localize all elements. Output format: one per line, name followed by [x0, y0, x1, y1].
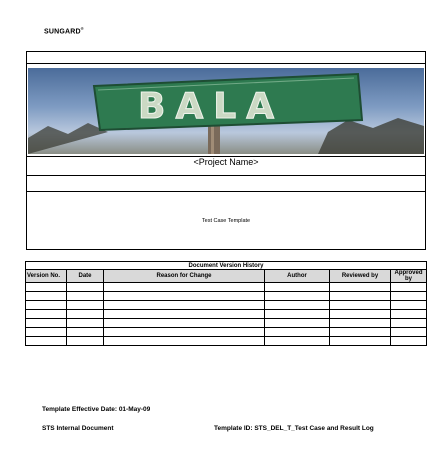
- table-cell[interactable]: [265, 283, 330, 292]
- table-cell[interactable]: [265, 328, 330, 337]
- table-cell[interactable]: [391, 292, 427, 301]
- table-cell[interactable]: [265, 292, 330, 301]
- cover-image: [28, 68, 424, 154]
- table-row: [26, 328, 427, 337]
- logo-mark: ®: [80, 26, 84, 31]
- table-cell[interactable]: [26, 283, 67, 292]
- table-cell[interactable]: [67, 292, 104, 301]
- document-classification: STS Internal Document: [42, 425, 114, 432]
- table-cell[interactable]: [104, 328, 265, 337]
- table-cell[interactable]: [67, 328, 104, 337]
- column-header: Approved by: [391, 270, 427, 283]
- table-cell[interactable]: [391, 337, 427, 346]
- table-cell[interactable]: [26, 310, 67, 319]
- table-row: [26, 292, 427, 301]
- table-cell[interactable]: [104, 283, 265, 292]
- column-header: Author: [265, 270, 330, 283]
- table-row: [26, 283, 427, 292]
- table-cell[interactable]: [265, 310, 330, 319]
- column-header: Version No.: [26, 270, 67, 283]
- table-row: [26, 301, 427, 310]
- table-cell[interactable]: [67, 337, 104, 346]
- table-cell[interactable]: [330, 310, 391, 319]
- table-cell[interactable]: [265, 319, 330, 328]
- table-cell[interactable]: [104, 319, 265, 328]
- table-cell[interactable]: [104, 337, 265, 346]
- table-cell[interactable]: [265, 301, 330, 310]
- table-cell[interactable]: [330, 319, 391, 328]
- column-header: Date: [67, 270, 104, 283]
- template-id: Template ID: STS_DEL_T_Test Case and Result Log: [214, 425, 374, 432]
- table-cell[interactable]: [330, 337, 391, 346]
- table-row: [26, 337, 427, 346]
- table-cell[interactable]: [391, 319, 427, 328]
- table-cell[interactable]: [104, 301, 265, 310]
- table-cell[interactable]: [391, 310, 427, 319]
- table-cell[interactable]: [67, 283, 104, 292]
- company-logo: [44, 26, 84, 35]
- frame-divider: [27, 191, 425, 192]
- frame-divider: [27, 63, 425, 64]
- table-cell[interactable]: [330, 283, 391, 292]
- table-cell[interactable]: [104, 292, 265, 301]
- table-row: [26, 319, 427, 328]
- table-cell[interactable]: [26, 337, 67, 346]
- frame-divider: [27, 175, 425, 176]
- table-cell[interactable]: [67, 301, 104, 310]
- street-sign-illustration: [28, 68, 424, 154]
- column-header: Reason for Change: [104, 270, 265, 283]
- table-cell[interactable]: [391, 283, 427, 292]
- table-cell[interactable]: [67, 310, 104, 319]
- table-cell[interactable]: [26, 301, 67, 310]
- table-cell[interactable]: [26, 319, 67, 328]
- table-cell[interactable]: [391, 301, 427, 310]
- table-cell[interactable]: [67, 319, 104, 328]
- version-history-table: [25, 261, 427, 346]
- table-row: [26, 310, 427, 319]
- table-cell[interactable]: [26, 328, 67, 337]
- table-cell[interactable]: [330, 301, 391, 310]
- table-cell[interactable]: [391, 328, 427, 337]
- column-header: Reviewed by: [330, 270, 391, 283]
- table-cell[interactable]: [104, 310, 265, 319]
- table-cell[interactable]: [330, 328, 391, 337]
- project-name: <Project Name>: [193, 157, 259, 167]
- template-effective-date: Template Effective Date: 01-May-09: [42, 406, 151, 413]
- logo-text: SUNGARD: [44, 28, 81, 36]
- version-history-body: [26, 283, 427, 346]
- table-cell[interactable]: [265, 337, 330, 346]
- template-title: Test Case Template: [201, 218, 251, 224]
- table-cell[interactable]: [26, 292, 67, 301]
- sign-text: BALA: [138, 86, 285, 127]
- version-history-title: Document Version History: [26, 262, 427, 270]
- table-cell[interactable]: [330, 292, 391, 301]
